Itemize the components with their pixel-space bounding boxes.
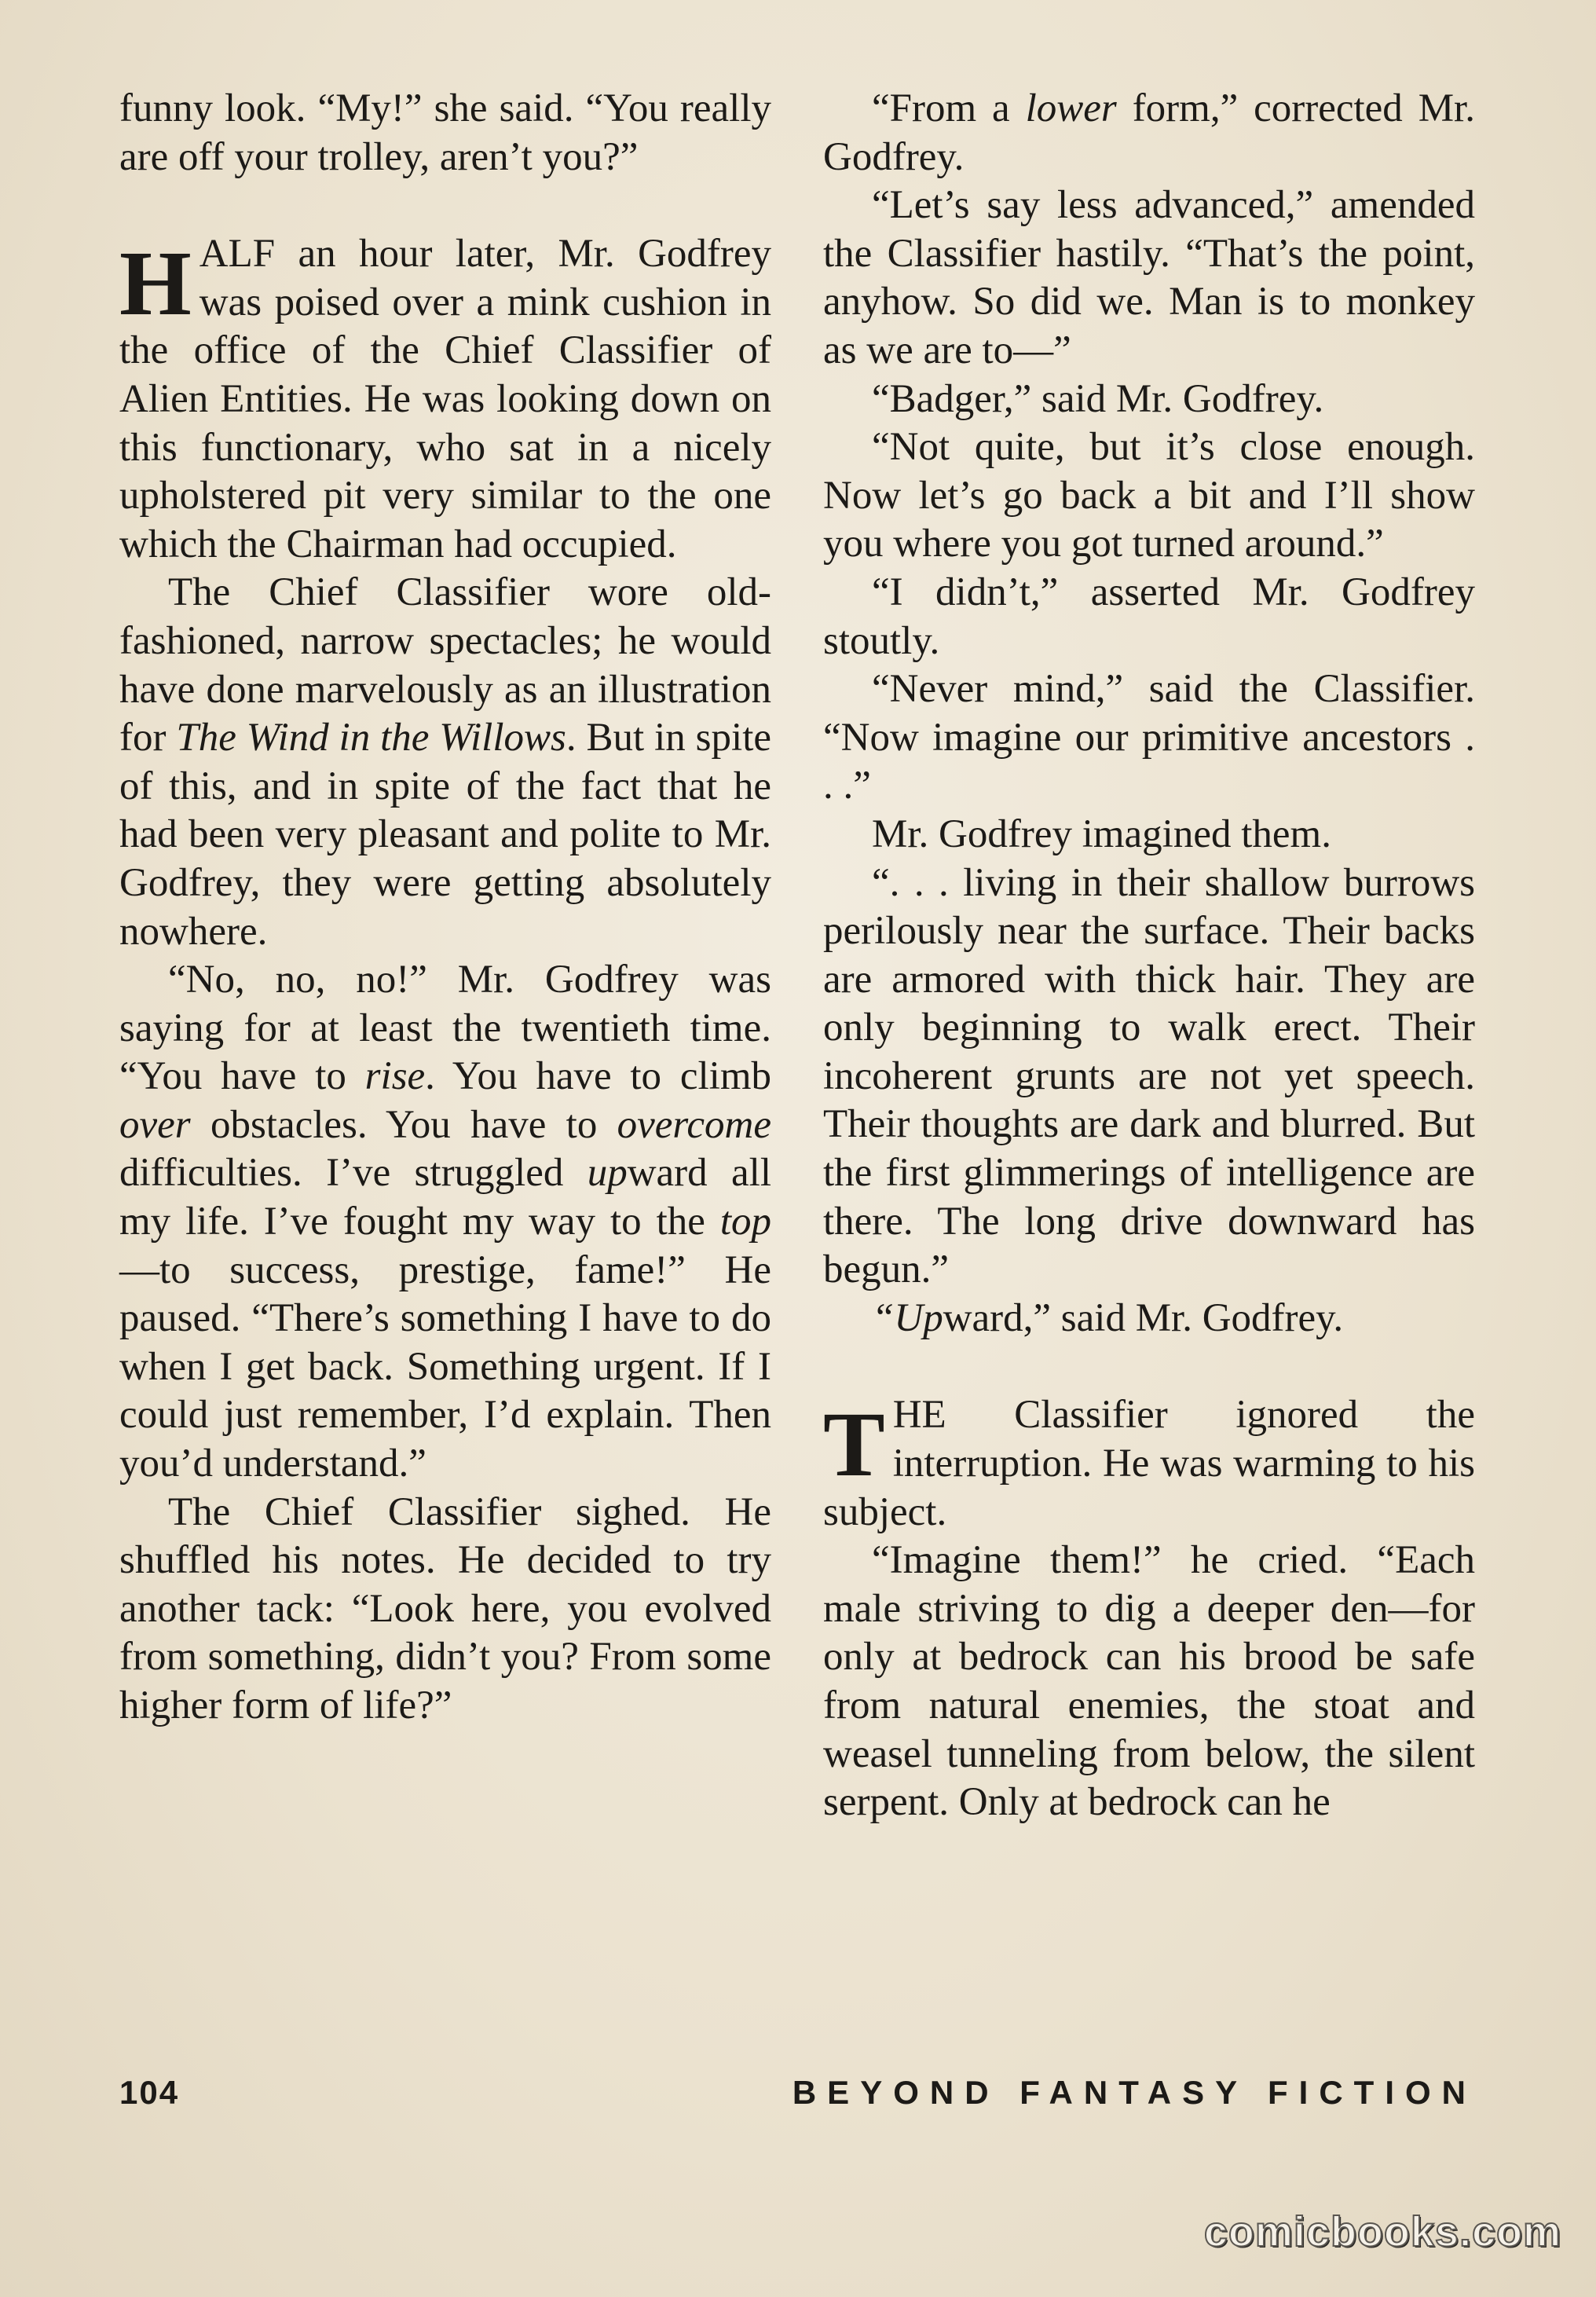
- paragraph: “Imagine them!” he cried. “Each male striving to dig a deeper den—for only at bedrock can his brood be safe from natural enemies, the stoat and weasel tunneling from below, the silent serpent. Only at bedrock can he: [823, 1538, 1475, 1825]
- emphasis: overcome: [617, 1102, 771, 1147]
- text-run: difficulties. I’ve struggled: [119, 1151, 588, 1196]
- paragraph: [823, 85, 1475, 181]
- paragraph: “Never mind,” said the Classifier. “Now imagine our primitive ancestors . . .”: [823, 667, 1475, 808]
- text-run: . You have to climb: [425, 1054, 771, 1099]
- text-run: . But in spite of this, and in spite of the fact that he had been very pleasant and polite to Mr. Godfrey, they were getting absolutely nowhere.: [119, 716, 771, 954]
- watermark-logo: comicbooks.com: [1203, 2208, 1561, 2255]
- text-run: —to success, prestige, fame!” He paused. “There’s something I have to do when I get back. Something urgent. If I could just remember, I’d explain. Then you’d understand.”: [119, 1247, 771, 1486]
- emphasis: over: [119, 1102, 191, 1147]
- paragraph-text: an hour later, Mr. Godfrey was poised over a mink cushion in the office of the Chief Classifier of Alien Entities. He was looking down on this functionary, who sat in a nicely upholstered pit very similar to the one which the Chairman had occupied.: [119, 232, 771, 566]
- run-in-caps: HE: [892, 1393, 946, 1438]
- emphasis: rise: [364, 1054, 426, 1099]
- left-column: [119, 85, 771, 1731]
- drop-cap: H: [119, 232, 192, 335]
- text-run: ward,” said Mr. Godfrey.: [943, 1295, 1344, 1340]
- text-run: “From a: [872, 86, 1026, 130]
- emphasis: “Up: [872, 1295, 943, 1340]
- text-run: The Chief Classifier wore old-fashioned, narrow spectacles; he would have done marvelously as an illustration for: [119, 570, 771, 760]
- paragraph: The Chief Classifier sighed. He shuffled his notes. He decided to try another tack: “Look here, you evolved from something, didn’t you? From some higher form of life?”: [119, 1489, 771, 1727]
- paragraph: [119, 569, 771, 956]
- drop-cap: T: [823, 1393, 885, 1497]
- paragraph: “. . . living in their shallow burrows perilously near the surface. Their backs are armored with thick hair. They are only beginning to walk erect. Their incoherent grunts are not yet speech. Their thoughts are dark and blurred. But the first glimmerings of intelligence are there. The long drive downward has begun.”: [823, 860, 1475, 1292]
- section-break: [119, 181, 771, 230]
- paragraph-section-start: [119, 230, 771, 569]
- paragraph: “Not quite, but it’s close enough. Now let’s go back a bit and I’ll show you where you got turned around.”: [823, 425, 1475, 566]
- text-run: ward all my life. I’ve fought my way to the: [119, 1151, 771, 1244]
- run-in-caps: ALF: [199, 232, 276, 277]
- emphasis: top: [719, 1200, 771, 1244]
- text-run: obstacles. You have to: [190, 1102, 617, 1147]
- paragraph: Mr. Godfrey imagined them.: [872, 811, 1331, 856]
- paragraph: “Badger,” said Mr. Godfrey.: [872, 376, 1324, 421]
- running-footer-title: BEYOND FANTASY FICTION: [792, 2074, 1477, 2111]
- book-title-italic: The Wind in the Willows: [176, 716, 566, 760]
- section-break: [823, 1343, 1475, 1391]
- page-number: 104: [119, 2074, 180, 2111]
- paragraph: funny look. “My!” she said. “You really are off your trolley, aren’t you?”: [119, 86, 771, 179]
- emphasis: up: [587, 1151, 628, 1196]
- emphasis: lower: [1025, 86, 1117, 130]
- paragraph: “I didn’t,” asserted Mr. Godfrey stoutly.: [823, 570, 1475, 663]
- text-run: “No, no, no!” Mr. Godfrey was saying for at least the twentieth time. “You have to: [119, 958, 771, 1099]
- paragraph-text: Classifier ignored the interruption. He was warming to his subject.: [823, 1393, 1475, 1534]
- paragraph: [823, 1295, 1475, 1343]
- text-run: form,” corrected Mr. Godfrey.: [823, 86, 1475, 179]
- paragraph: “Let’s say less advanced,” amended the Classifier hastily. “That’s the point, anyhow. So did we. Man is to monkey as we are to—”: [823, 183, 1475, 372]
- right-column: [823, 85, 1475, 1827]
- paragraph: [119, 956, 771, 1489]
- paragraph-section-start: [823, 1391, 1475, 1537]
